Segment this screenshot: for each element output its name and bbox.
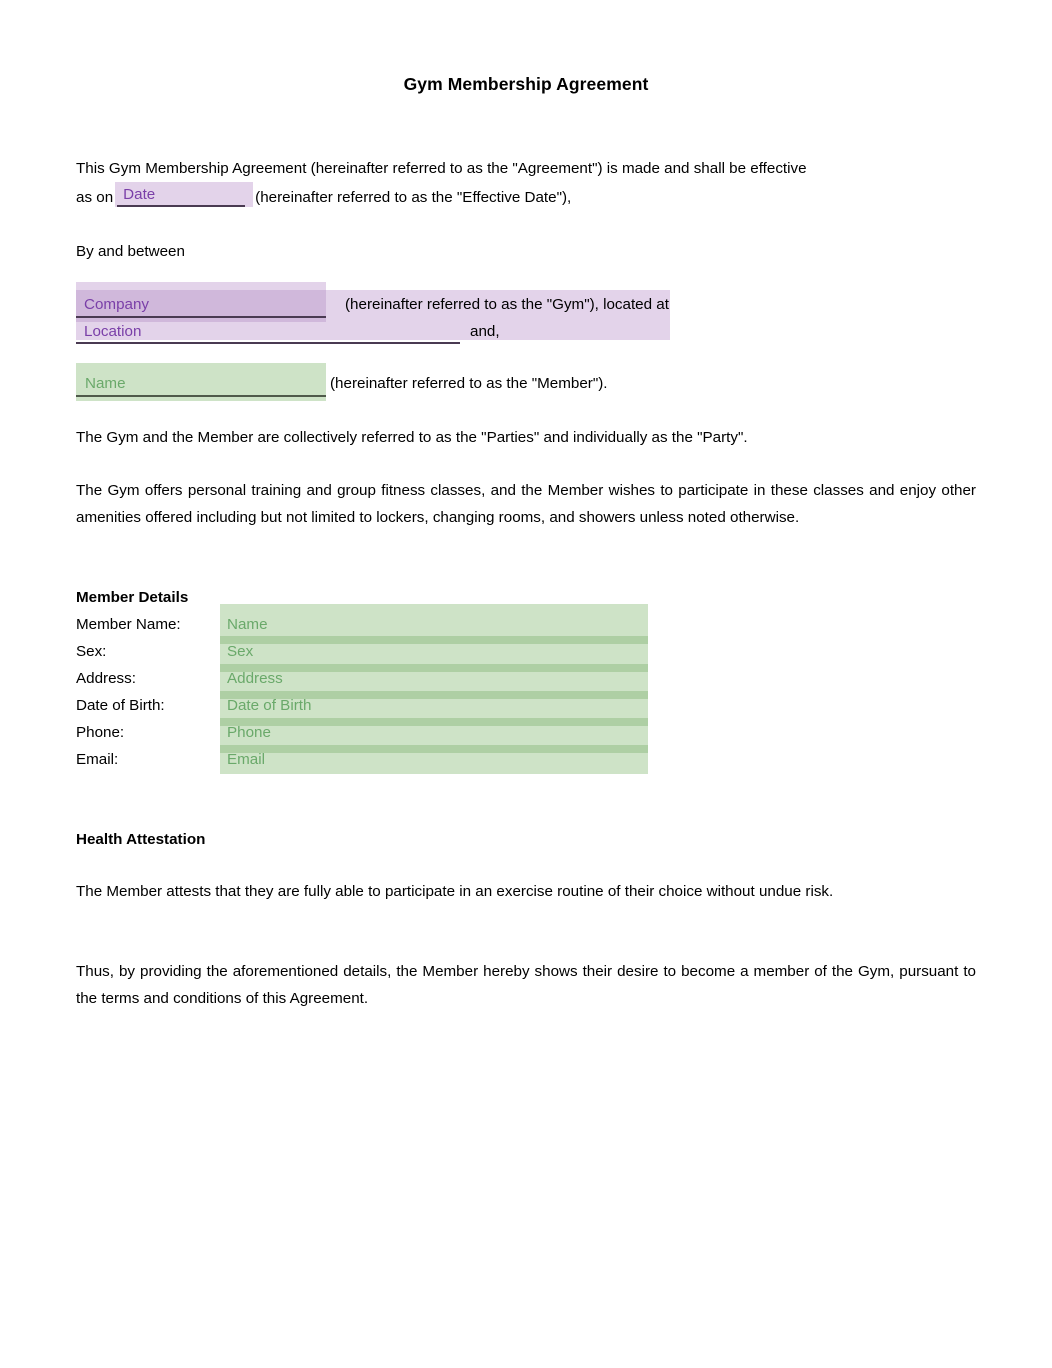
date-field-rule bbox=[117, 205, 245, 207]
intro-paragraph bbox=[76, 155, 976, 211]
member-details-label-3: Date of Birth: bbox=[76, 697, 165, 714]
company-clause-text: (hereinafter referred to as the "Gym"), located at bbox=[345, 296, 669, 313]
intro-line2-suffix: (hereinafter referred to as the "Effective Date"), bbox=[255, 189, 572, 206]
parties-clause-paragraph: The Gym and the Member are collectively referred to as the "Parties" and individually as the "Party". bbox=[76, 429, 748, 446]
date-field-value: Date bbox=[123, 186, 156, 203]
member-details-value-4[interactable]: Phone bbox=[227, 724, 271, 741]
company-field-value[interactable]: Company bbox=[84, 296, 149, 313]
member-details-value-1[interactable]: Sex bbox=[227, 643, 254, 660]
closing-paragraph: Thus, by providing the aforementioned details, the Member hereby shows their desire to become a member of the Gym, pursuant to the terms and conditions of this Agreement. bbox=[76, 963, 976, 1007]
member-details-heading: Member Details bbox=[76, 589, 189, 606]
location-field-value[interactable]: Location bbox=[84, 323, 142, 340]
member-name-field-value[interactable]: Name bbox=[85, 375, 126, 392]
member-details-label-1: Sex: bbox=[76, 643, 107, 660]
member-name-field-rule bbox=[76, 395, 326, 397]
by-and-between-label: By and between bbox=[76, 243, 185, 260]
intro-line2-prefix: as on bbox=[76, 189, 114, 206]
row-separator-1 bbox=[220, 636, 648, 644]
location-field-rule bbox=[76, 342, 460, 344]
member-details-value-5[interactable]: Email bbox=[227, 751, 265, 768]
member-details-value-2[interactable]: Address bbox=[227, 670, 283, 687]
member-details-label-5: Email: bbox=[76, 751, 119, 768]
member-details-value-3[interactable]: Date of Birth bbox=[227, 697, 312, 714]
health-attestation-paragraph: The Member attests that they are fully able to participate in an exercise routine of their choice without undue risk. bbox=[76, 883, 834, 900]
health-attestation-heading: Health Attestation bbox=[76, 831, 206, 848]
member-details-value-0[interactable]: Name bbox=[227, 616, 268, 633]
member-details-label-4: Phone: bbox=[76, 724, 125, 741]
member-name-clause-text: (hereinafter referred to as the "Member"). bbox=[330, 375, 608, 392]
location-clause-text: and, bbox=[470, 323, 500, 340]
member-details-label-2: Address: bbox=[76, 670, 136, 687]
intro-line1: This Gym Membership Agreement (hereinafter referred to as the "Agreement") is made and shall be effective bbox=[76, 160, 807, 177]
row-separator-2 bbox=[220, 664, 648, 672]
row-separator-5 bbox=[220, 745, 648, 753]
row-separator-4 bbox=[220, 718, 648, 726]
date-field[interactable] bbox=[115, 182, 253, 207]
member-details-label-0: Member Name: bbox=[76, 616, 181, 633]
offerings-clause-paragraph: The Gym offers personal training and group fitness classes, and the Member wishes to participate in these classes and enjoy other amenities offered including but not limited to lockers, changing rooms, and showers unless noted otherwise. bbox=[76, 482, 976, 526]
page-title: Gym Membership Agreement bbox=[403, 74, 649, 94]
